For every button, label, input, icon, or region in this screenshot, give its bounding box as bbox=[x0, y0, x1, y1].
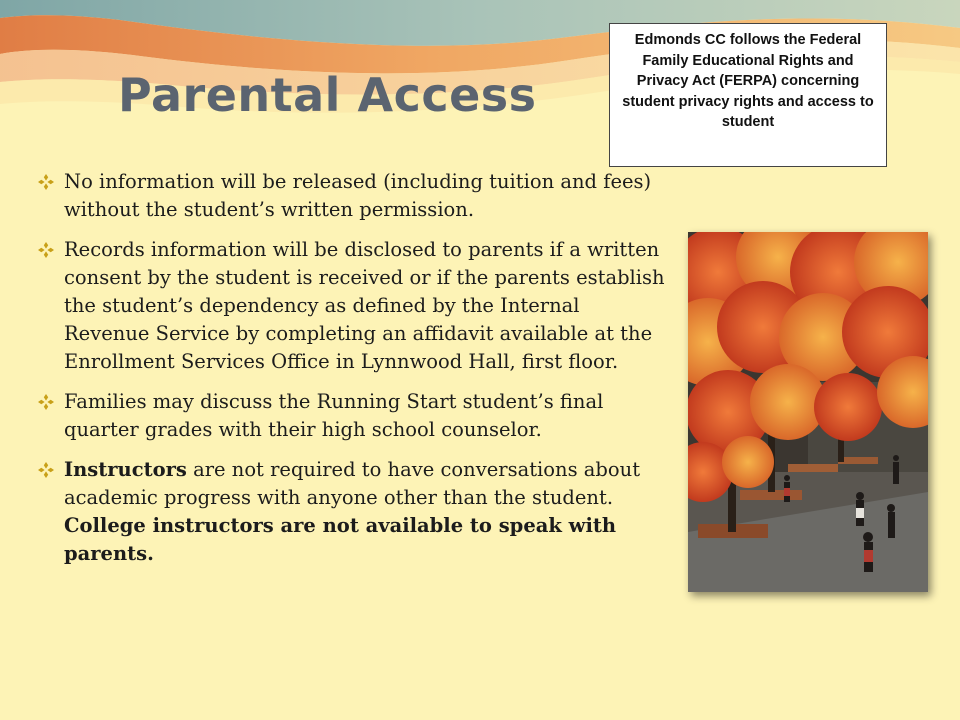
photo-illustration bbox=[688, 232, 928, 592]
slide-title: Parental Access bbox=[118, 68, 537, 122]
bullet-item bbox=[38, 388, 666, 444]
bullet-bold-tail: College instructors are not available to speak with parents. bbox=[64, 514, 617, 565]
bullet-text: Families may discuss the Running Start student’s final quarter grades with their high school counselor. bbox=[64, 390, 604, 441]
bullet-item bbox=[38, 168, 666, 224]
diamond-bullet-icon bbox=[38, 242, 54, 258]
bullet-text: Records information will be disclosed to parents if a written consent by the student is received or if the parents establish the student’s dependency as defined by the Internal Revenue Service by completing an affidavit available at the Enrollment Services Office in Lynnwood Hall, first floor. bbox=[64, 238, 665, 373]
diamond-bullet-icon bbox=[38, 394, 54, 410]
diamond-bullet-icon bbox=[38, 174, 54, 190]
bullet-item bbox=[38, 236, 666, 376]
bullet-text: are not required to have conversations about academic progress with anyone other than the student. bbox=[64, 458, 641, 509]
campus-autumn-trees-photo bbox=[688, 232, 928, 592]
bullet-bold-lead: Instructors bbox=[64, 458, 187, 481]
bullet-item bbox=[38, 456, 666, 568]
bullet-list bbox=[38, 168, 666, 580]
diamond-bullet-icon bbox=[38, 462, 54, 478]
ferpa-callout-box: Edmonds CC follows the Federal Family Educational Rights and Privacy Act (FERPA) concerning student privacy rights and access to student bbox=[609, 23, 887, 167]
bullet-text: No information will be released (including tuition and fees) without the student’s written permission. bbox=[64, 170, 652, 221]
